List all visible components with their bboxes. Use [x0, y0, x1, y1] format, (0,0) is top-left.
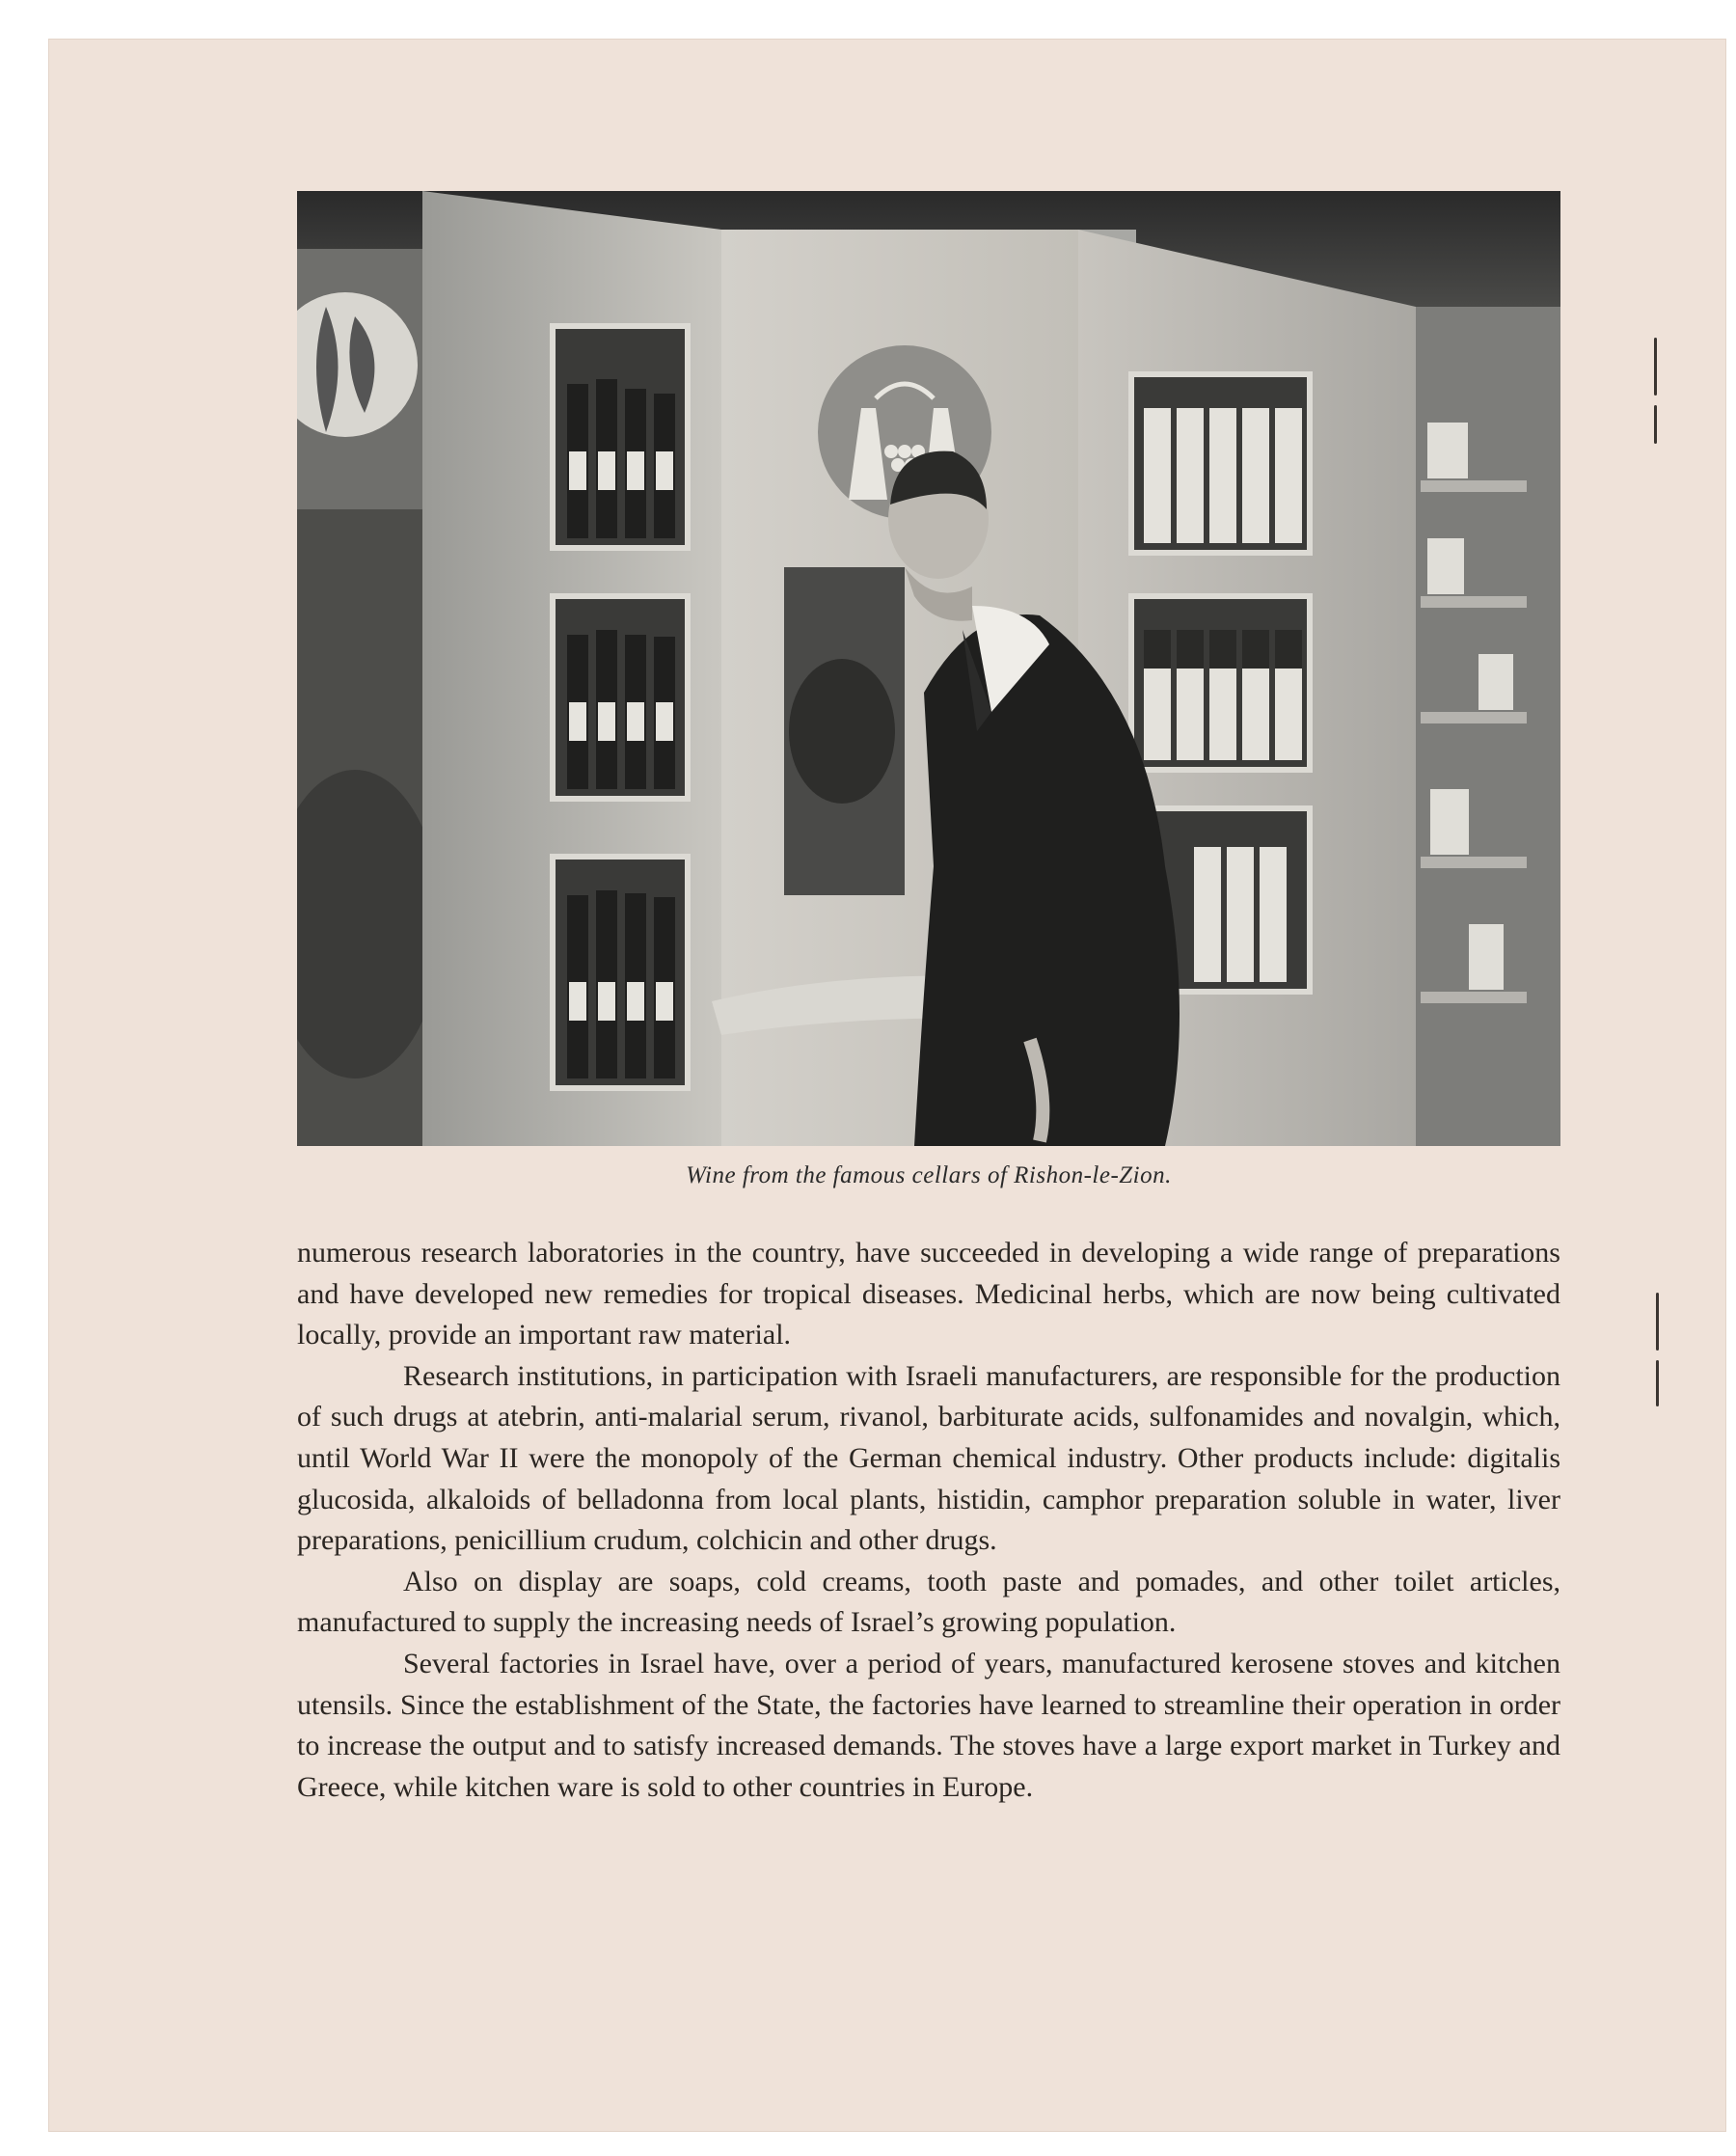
paragraph: Several factories in Israel have, over a period of years, manufactured kerosene stoves and kitchen utensils. Since the establishment of the State, the factories have learned to streamline their operation in order to increase the output and to satisfy increased demands. The stoves have a large export market in Turkey and Greece, while kitchen ware is sold to other countries in Europe.	[297, 1647, 1560, 1803]
binding-stitch	[1654, 405, 1657, 444]
article-body	[297, 1233, 1560, 1808]
document-page	[48, 39, 1726, 2132]
photo-caption: Wine from the famous cellars of Rishon-le-Zion.	[686, 1162, 1172, 1188]
paragraph: Also on display are soaps, cold creams, tooth paste and pomades, and other toilet articles, manufactured to supply the increasing needs of Israel’s growing population.	[297, 1565, 1560, 1639]
paragraph: Research institutions, in participation with Israeli manufacturers, are responsible for the production of such drugs at atebrin, anti-malarial serum, rivanol, barbiturate acids, sulfonamides and novalgin, which, until World War II were the monopoly of the German chemical industry. Other products include: digitalis glucosida, alkaloids of belladonna from local plants, histidin, camphor preparation soluble in water, liver preparations, penicillium crudum, colchicin and other drugs.	[297, 1359, 1560, 1557]
paragraph: numerous research laboratories in the country, have succeeded in developing a wide range of preparations and have developed new remedies for tropical diseases. Medicinal herbs, which are now being cultivated locally, provide an important raw material.	[297, 1237, 1560, 1351]
binding-stitch	[1656, 1360, 1659, 1406]
binding-stitch	[1656, 1293, 1659, 1351]
binding-stitch	[1654, 338, 1657, 396]
wine-display-photo	[297, 191, 1560, 1146]
